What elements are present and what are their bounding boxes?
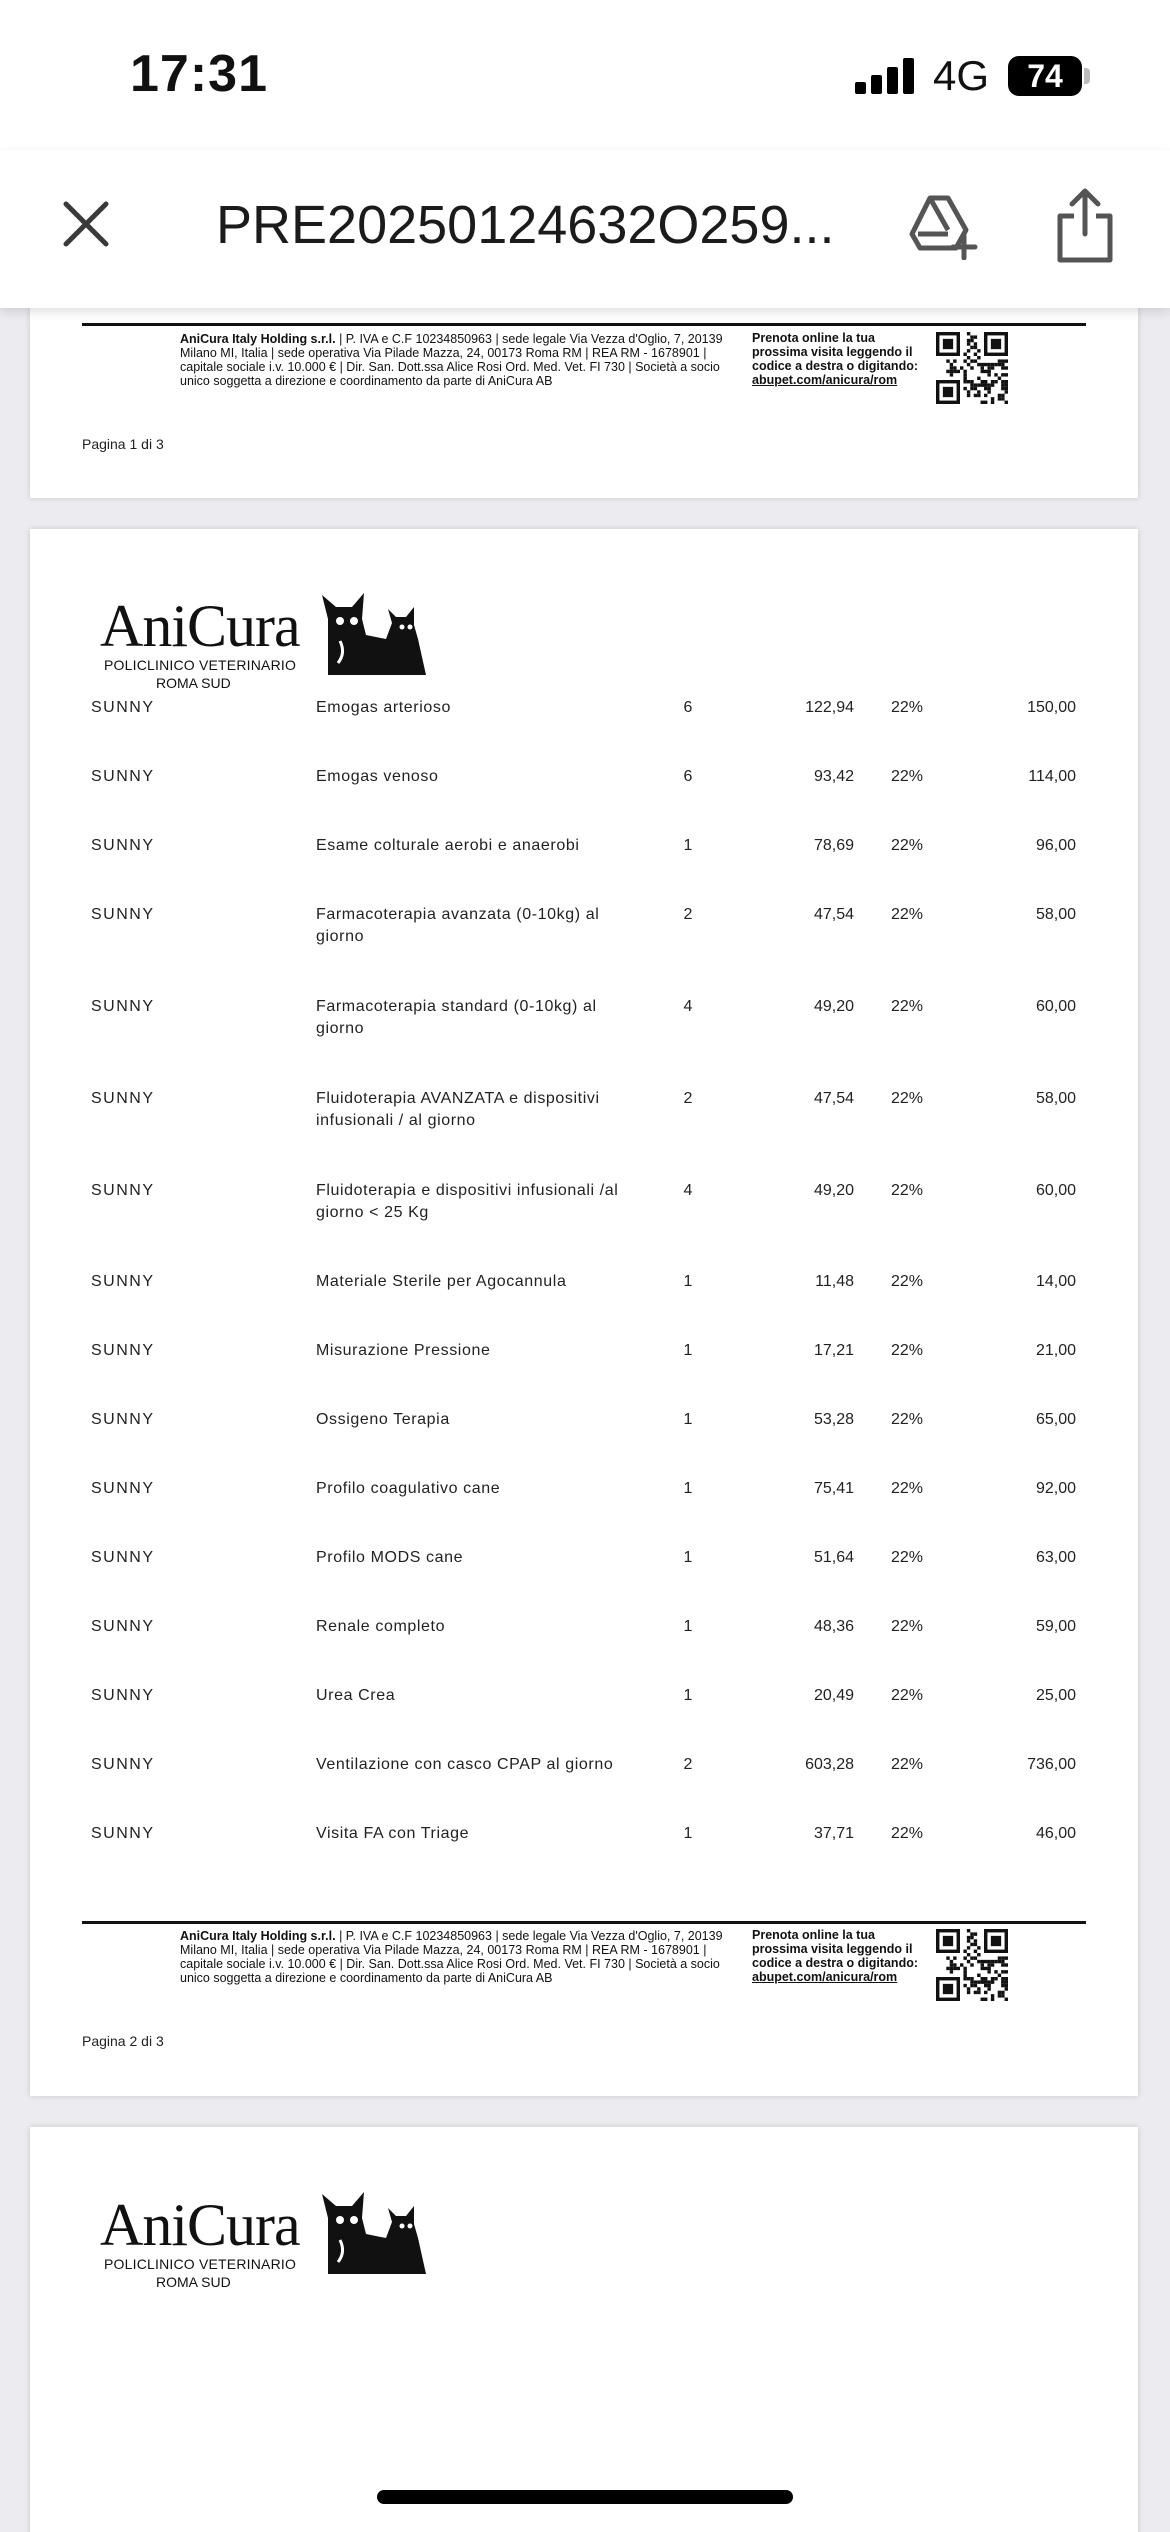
close-button[interactable] (56, 194, 116, 254)
unit-price-cell: 93,42 (813, 768, 854, 785)
total-cell: 96,00 (1035, 837, 1076, 854)
vat-cell: 22% (890, 906, 924, 923)
pdf-page-3 (30, 2127, 1138, 2532)
quantity-cell: 1 (683, 1342, 693, 1359)
vat-cell: 22% (890, 1549, 924, 1566)
vat-cell: 22% (890, 1618, 924, 1635)
pet-name-cell: SUNNY (91, 1825, 155, 1842)
logo-subtitle: POLICLINICO VETERINARIO (104, 657, 297, 673)
pet-name-cell: SUNNY (91, 1480, 155, 1497)
description-cell: Renale completo (316, 1618, 446, 1635)
unit-price-cell: 603,28 (805, 1756, 854, 1773)
pet-name-cell: SUNNY (91, 998, 155, 1015)
battery-tip (1084, 68, 1090, 84)
description-cell: Ossigeno Terapia (316, 1411, 450, 1428)
pet-name-cell: SUNNY (91, 837, 155, 854)
pet-name-cell: SUNNY (91, 1273, 155, 1290)
quantity-cell: 1 (683, 1825, 693, 1842)
unit-price-cell: 48,36 (813, 1618, 854, 1635)
description-cell: Ventilazione con casco CPAP al giorno (316, 1756, 614, 1773)
status-time: 17:31 (130, 45, 268, 103)
quantity-cell: 1 (683, 1687, 693, 1704)
network-type: 4G (933, 52, 990, 99)
vat-cell: 22% (890, 1687, 924, 1704)
pet-name-cell: SUNNY (91, 1411, 155, 1428)
description-cell: Misurazione Pressione (316, 1342, 491, 1359)
vat-cell: 22% (890, 699, 924, 716)
quantity-cell: 1 (683, 1480, 693, 1497)
pet-name-cell: SUNNY (91, 1549, 155, 1566)
pet-name-cell: SUNNY (91, 1182, 155, 1199)
unit-price-cell: 47,54 (813, 906, 854, 923)
unit-price-cell: 78,69 (813, 837, 854, 854)
add-to-drive-button[interactable] (908, 190, 978, 260)
status-bar (0, 0, 1170, 150)
logo-location: ROMA SUD (156, 675, 231, 691)
footer-booking-info: Prenota online la tua prossima visita leggendo il codice a destra o digitando: abupet.com/anicura/rom (752, 1928, 918, 1984)
total-cell: 58,00 (1035, 906, 1076, 923)
vat-cell: 22% (890, 998, 924, 1015)
quantity-cell: 4 (683, 998, 693, 1015)
share-icon (1054, 186, 1116, 266)
share-button[interactable] (1054, 186, 1116, 266)
cat-logo-icon (322, 589, 426, 675)
cat-logo-icon (322, 2188, 426, 2274)
total-cell: 60,00 (1035, 1182, 1076, 1199)
quantity-cell: 2 (683, 1090, 693, 1107)
logo-name: AniCura (100, 593, 300, 659)
battery-icon: 74 (1008, 56, 1082, 96)
description-cell: Esame colturale aerobi e anaerobi (316, 837, 580, 854)
footer-booking-info: Prenota online la tua prossima visita leggendo il codice a destra o digitando: abupet.com/anicura/rom (752, 331, 918, 387)
vat-cell: 22% (890, 1411, 924, 1428)
logo-name: AniCura (100, 2192, 300, 2258)
quantity-cell: 1 (683, 1549, 693, 1566)
quantity-cell: 4 (683, 1182, 693, 1199)
description-cell: Emogas venoso (316, 768, 439, 785)
pet-name-cell: SUNNY (91, 699, 155, 716)
unit-price-cell: 47,54 (813, 1090, 854, 1107)
quantity-cell: 1 (683, 1618, 693, 1635)
logo-location: ROMA SUD (156, 2274, 231, 2290)
vat-cell: 22% (890, 1825, 924, 1842)
vat-cell: 22% (890, 1273, 924, 1290)
qr-code (936, 1929, 1008, 2001)
unit-price-cell: 75,41 (813, 1480, 854, 1497)
document-title: PRE20250124632O259... (216, 195, 835, 255)
total-cell: 14,00 (1035, 1273, 1076, 1290)
total-cell: 58,00 (1035, 1090, 1076, 1107)
total-cell: 65,00 (1035, 1411, 1076, 1428)
description-cell: Urea Crea (316, 1687, 396, 1704)
vat-cell: 22% (890, 1480, 924, 1497)
quantity-cell: 1 (683, 1411, 693, 1428)
unit-price-cell: 122,94 (805, 699, 854, 716)
description-cell: Visita FA con Triage (316, 1825, 470, 1842)
quantity-cell: 1 (683, 1273, 693, 1290)
vat-cell: 22% (890, 1756, 924, 1773)
anicura-logo (100, 2194, 420, 2304)
page-number: Pagina 2 di 3 (82, 2033, 164, 2049)
total-cell: 60,00 (1035, 998, 1076, 1015)
total-cell: 59,00 (1035, 1618, 1076, 1635)
total-cell: 150,00 (1027, 699, 1076, 716)
add-to-drive-icon (908, 190, 978, 260)
vat-cell: 22% (890, 1182, 924, 1199)
logo-subtitle: POLICLINICO VETERINARIO (104, 2256, 297, 2272)
qr-code (936, 332, 1008, 404)
description-cell: Profilo coagulativo cane (316, 1480, 501, 1497)
pet-name-cell: SUNNY (91, 768, 155, 785)
quantity-cell: 6 (683, 768, 693, 785)
footer-divider (82, 323, 1086, 326)
home-indicator[interactable] (377, 2490, 793, 2504)
total-cell: 46,00 (1035, 1825, 1076, 1842)
footer-divider (82, 1921, 1086, 1924)
footer-company-info: AniCura Italy Holding s.r.l. | P. IVA e C.F 10234850963 | sede legale Via Vezza d'Oglio, 7, 20139 Milano MI, Italia | sede operativa Via Pilade Mazza, 24, 00173 Roma RM | REA RM - 1678901 | capitale sociale i.v. 10.000 € | Dir. San. Dott.ssa Alice Rosi Ord. Med. Vet. FI 730 | Società a socio unico soggetta a direzione e coordinamento da parte di AniCura AB (180, 1929, 723, 1985)
page-number: Pagina 1 di 3 (82, 436, 164, 452)
unit-price-cell: 37,71 (813, 1825, 854, 1842)
signal-icon (855, 58, 915, 94)
description-cell: Materiale Sterile per Agocannula (316, 1273, 567, 1290)
description-cell: Farmacoterapia standard (0-10kg) al giorno (316, 998, 597, 1037)
vat-cell: 22% (890, 1342, 924, 1359)
unit-price-cell: 20,49 (813, 1687, 854, 1704)
total-cell: 25,00 (1035, 1687, 1076, 1704)
unit-price-cell: 53,28 (813, 1411, 854, 1428)
total-cell: 63,00 (1035, 1549, 1076, 1566)
pet-name-cell: SUNNY (91, 1618, 155, 1635)
description-cell: Fluidoterapia e dispositivi infusionali /al giorno < 25 Kg (316, 1182, 619, 1221)
unit-price-cell: 49,20 (813, 1182, 854, 1199)
anicura-logo (100, 595, 420, 705)
description-cell: Fluidoterapia AVANZATA e dispositivi infusionali / al giorno (316, 1090, 600, 1129)
quantity-cell: 2 (683, 906, 693, 923)
unit-price-cell: 49,20 (813, 998, 854, 1015)
vat-cell: 22% (890, 1090, 924, 1107)
total-cell: 114,00 (1028, 768, 1076, 785)
pet-name-cell: SUNNY (91, 1687, 155, 1704)
unit-price-cell: 51,64 (813, 1549, 854, 1566)
quantity-cell: 1 (683, 837, 693, 854)
pet-name-cell: SUNNY (91, 906, 155, 923)
total-cell: 21,00 (1035, 1342, 1076, 1359)
vat-cell: 22% (890, 768, 924, 785)
close-icon (56, 194, 116, 254)
total-cell: 92,00 (1035, 1480, 1076, 1497)
pet-name-cell: SUNNY (91, 1090, 155, 1107)
viewer-toolbar (0, 150, 1170, 308)
description-cell: Profilo MODS cane (316, 1549, 464, 1566)
quantity-cell: 2 (683, 1756, 693, 1773)
pet-name-cell: SUNNY (91, 1756, 155, 1773)
unit-price-cell: 11,48 (815, 1273, 854, 1290)
total-cell: 736,00 (1027, 1756, 1076, 1773)
description-cell: Emogas arterioso (316, 699, 451, 716)
description-cell: Farmacoterapia avanzata (0-10kg) al giorno (316, 906, 600, 945)
vat-cell: 22% (890, 837, 924, 854)
quantity-cell: 6 (683, 699, 693, 716)
footer-company-info: AniCura Italy Holding s.r.l. | P. IVA e C.F 10234850963 | sede legale Via Vezza d'Oglio, 7, 20139 Milano MI, Italia | sede operativa Via Pilade Mazza, 24, 00173 Roma RM | REA RM - 1678901 | capitale sociale i.v. 10.000 € | Dir. San. Dott.ssa Alice Rosi Ord. Med. Vet. FI 730 | Società a socio unico soggetta a direzione e coordinamento da parte di AniCura AB (180, 332, 723, 388)
unit-price-cell: 17,21 (813, 1342, 854, 1359)
pdf-page-2 (30, 529, 1138, 2096)
pet-name-cell: SUNNY (91, 1342, 155, 1359)
